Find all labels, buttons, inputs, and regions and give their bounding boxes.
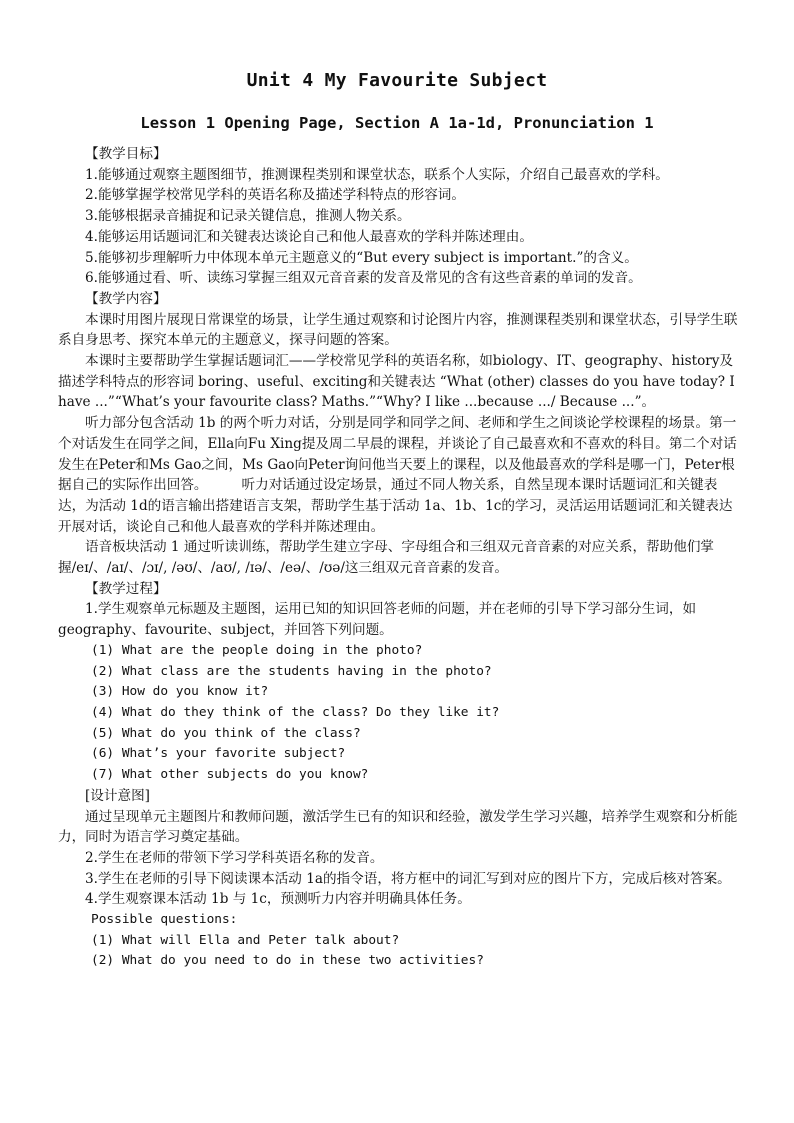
content-paragraph: 本课时主要帮助学生掌握话题词汇——学校常见学科的英语名称，如biology、IT、geography、history及描述学科特点的形容词 boring、useful、exciting和关键表达 “What (other) classes do you have today? I have ...”“What’s your favourite class? Maths.”“Why? I like ...because .../ Because ...”。 bbox=[58, 353, 735, 411]
question-item: (7) What other subjects do you know? bbox=[91, 767, 369, 783]
possible-questions-heading: Possible questions: bbox=[91, 912, 238, 928]
process-step: 3.学生在老师的引导下阅读课本活动 1a的指令语，将方框中的词汇写到对应的图片下方，完成后核对答案。 bbox=[85, 870, 731, 887]
goal-item: 6.能够通过看、听、读练习掌握三组双元音音素的发音及常见的含有这些音素的单词的发音。 bbox=[85, 270, 642, 287]
question-item: (4) What do they think of the class? Do they like it? bbox=[91, 704, 500, 720]
process-step: 4.学生观察课本活动 1b 与 1c，预测听力内容并明确具体任务。 bbox=[85, 891, 471, 908]
process-step: 1.学生观察单元标题及主题图，运用已知的知识回答老师的问题，并在老师的引导下学习部分生词，如 geography、favourite、subject，并回答下列问题。 bbox=[58, 601, 697, 639]
goal-item: 2.能够掌握学校常见学科的英语名称及描述学科特点的形容词。 bbox=[85, 187, 465, 204]
goal-item: 1.能够通过观察主题图细节，推测课程类别和课堂状态，联系个人实际，介绍自己最喜欢的学科。 bbox=[85, 166, 669, 183]
question-item: (5) What do you think of the class? bbox=[91, 725, 361, 741]
process-heading: 【教学过程】 bbox=[85, 580, 167, 597]
question-item: (3) How do you know it? bbox=[91, 684, 269, 700]
question-item: (1) What are the people doing in the photo? bbox=[91, 642, 423, 658]
goal-item: 3.能够根据录音捕捉和记录关键信息，推测人物关系。 bbox=[85, 208, 411, 225]
content-heading: 【教学内容】 bbox=[85, 290, 167, 307]
goal-item: 5.能够初步理解听力中体现本单元主题意义的“But every subject is important.”的含义。 bbox=[85, 249, 638, 266]
goal-item: 4.能够运用话题词汇和关键表达谈论自己和他人最喜欢的学科并陈述理由。 bbox=[85, 228, 533, 245]
question-item: (2) What do you need to do in these two activities? bbox=[91, 953, 484, 969]
process-step: 2.学生在老师的带领下学习学科英语名称的发音。 bbox=[85, 849, 384, 866]
document-title: Unit 4 My Favourite Subject bbox=[246, 70, 548, 91]
content-paragraph: 本课时用图片展现日常课堂的场景，让学生通过观察和讨论图片内容，推测课程类别和课堂状态，引导学生联系自身思考、探究本单元的主题意义，探寻问题的答案。 bbox=[58, 311, 738, 349]
question-item: (6) What’s your favorite subject? bbox=[91, 746, 346, 762]
goals-heading: 【教学目标】 bbox=[85, 146, 167, 162]
design-paragraph: 通过呈现单元主题图片和教师问题，激活学生已有的知识和经验，激发学生学习兴趣，培养学生观察和分析能力，同时为语言学习奠定基础。 bbox=[58, 808, 738, 846]
document-body bbox=[58, 144, 738, 972]
content-paragraph: 听力部分包含活动 1b 的两个听力对话，分别是同学和同学之间、老师和学生之间谈论学校课程的场景。第一个对话发生在同学之间，Ella向Fu Xing提及周二早晨的课程，并谈论了自己最喜欢和不喜欢的科目。第二个对话发生在Peter和Ms Gao之间，Ms Gao向Peter询问他当天要上的课程，以及他最喜欢的学科是哪一门，Peter根据自己的实际作出回答。 听力对话通过设定场景，通过不同人物关系，自然呈现本课时话题词汇和关键表达，为活动 1d的语言输出搭建语言支架，帮助学生基于活动 1a、1b、1c的学习，灵活运用话题词汇和关键表达开展对话，谈论自己和他人最喜欢的学科并陈述理由。 bbox=[58, 415, 737, 535]
question-item: (2) What class are the students having in the photo? bbox=[91, 663, 492, 679]
design-heading: [设计意图] bbox=[85, 787, 150, 804]
question-item: (1) What will Ella and Peter talk about? bbox=[91, 932, 400, 948]
lesson-subtitle: Lesson 1 Opening Page, Section A 1a-1d, Pronunciation 1 bbox=[140, 114, 654, 132]
content-paragraph: 语音板块活动 1 通过听读训练，帮助学生建立字母、字母组合和三组双元音音素的对应关系，帮助他们掌握/eɪ/、/aɪ/、/ɔɪ/, /əʊ/、/aʊ/, /ɪə/、/eə/、/ʊə/这三组双元音音素的发音。 bbox=[58, 539, 715, 577]
